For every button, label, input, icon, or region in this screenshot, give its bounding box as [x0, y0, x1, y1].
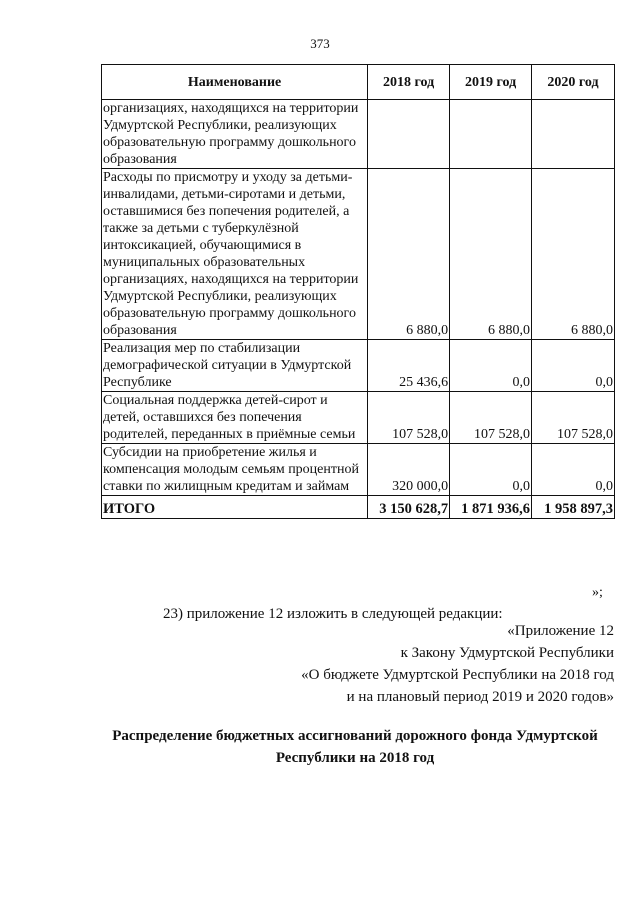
section-title-line: Распределение бюджетных ассигнований дорожного фонда Удмуртской [112, 728, 598, 744]
value-2019: 0,0 [450, 444, 532, 496]
total-2018: 3 150 628,7 [368, 496, 450, 519]
table-row [102, 169, 615, 340]
table-row [102, 392, 615, 444]
value-2018: 6 880,0 [368, 169, 450, 340]
amendment-item: 23) приложение 12 изложить в следующей редакции: [163, 606, 503, 622]
table-header-row [102, 65, 615, 100]
row-name: Субсидии на приобретение жилья и компенсация молодым семьям процентной ставки по жилищным кредитам и займам [102, 444, 368, 496]
appendix-line: к Закону Удмуртской Республики [400, 645, 614, 661]
appendix-line: «Приложение 12 [507, 623, 614, 639]
header-2018: 2018 год [368, 65, 450, 100]
budget-table [101, 64, 615, 519]
appendix-line: и на плановый период 2019 и 2020 годов» [346, 689, 614, 705]
value-2019: 0,0 [450, 340, 532, 392]
table-row [102, 444, 615, 496]
section-title-line: Республики на 2018 год [275, 750, 435, 766]
value-2019: 107 528,0 [450, 392, 532, 444]
value-2020: 107 528,0 [532, 392, 615, 444]
table-row [102, 100, 615, 169]
total-row [102, 496, 615, 519]
total-label: ИТОГО [102, 496, 368, 519]
value-2020: 0,0 [532, 340, 615, 392]
value-2018: 25 436,6 [368, 340, 450, 392]
value-2018: 107 528,0 [368, 392, 450, 444]
appendix-line: «О бюджете Удмуртской Республики на 2018 год [301, 667, 614, 683]
appendix-header [301, 620, 614, 708]
row-name: Реализация мер по стабилизации демографической ситуации в Удмуртской Республике [102, 340, 368, 392]
row-name: Расходы по присмотру и уходу за детьми-инвалидами, детьми-сиротами и детьми, оставшимися без попечения родителей, а также за детьми с туберкулёзной интоксикацией, обучающимися в муниципальных образовательных организациях, находящихся на территории Удмуртской Республики, реализующих образовательную программу дошкольного образования [102, 169, 368, 340]
total-2020: 1 958 897,3 [532, 496, 615, 519]
header-name: Наименование [102, 65, 368, 100]
page-number: 373 [310, 36, 330, 51]
total-2019: 1 871 936,6 [450, 496, 532, 519]
row-name: организациях, находящихся на территории Удмуртской Республики, реализующих образовательную программу дошкольного образования [102, 100, 368, 169]
header-2019: 2019 год [450, 65, 532, 100]
value-2019 [450, 100, 532, 169]
value-2019: 6 880,0 [450, 169, 532, 340]
table-row [102, 340, 615, 392]
value-2020: 0,0 [532, 444, 615, 496]
value-2020: 6 880,0 [532, 169, 615, 340]
value-2018 [368, 100, 450, 169]
value-2020 [532, 100, 615, 169]
value-2018: 320 000,0 [368, 444, 450, 496]
closing-quote: »; [592, 585, 603, 600]
header-2020: 2020 год [532, 65, 615, 100]
row-name: Социальная поддержка детей-сирот и детей, оставшихся без попечения родителей, переданных в приёмные семьи [102, 392, 368, 444]
section-title [100, 725, 610, 769]
